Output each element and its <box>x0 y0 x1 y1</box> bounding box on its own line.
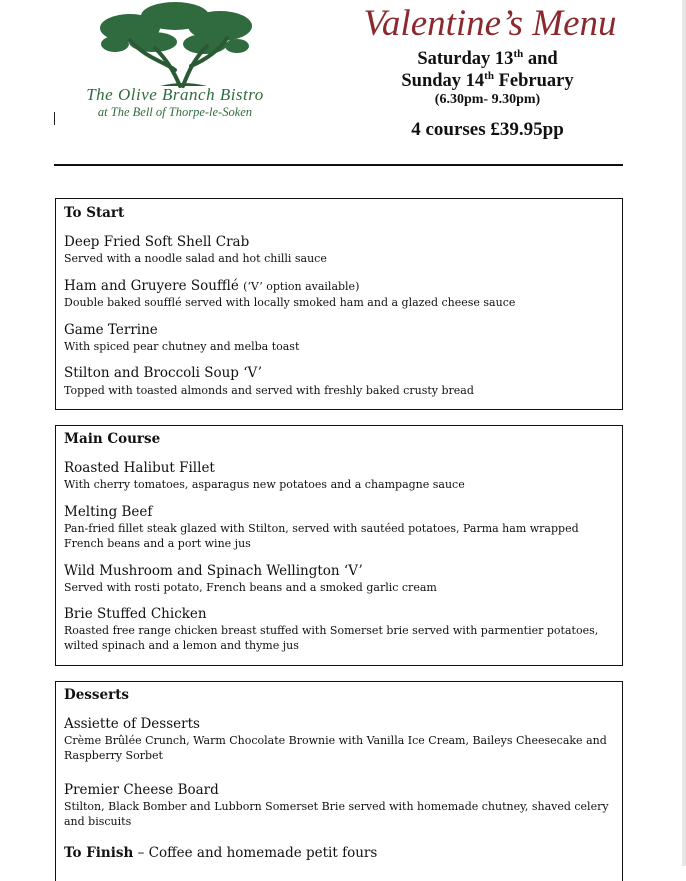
dish-description: Pan-fried fillet steak glazed with Stilton, served with sautéed potatoes, Parma ham wrapped French beans and a port wine jus <box>64 522 579 550</box>
logo-name: The Olive Branch Bistro <box>86 85 264 104</box>
dish-description: Stilton, Black Bomber and Lubborn Somerset Brie served with homemade chutney, shaved celery and biscuits <box>64 800 609 828</box>
dish-description: Double baked soufflé served with locally smoked ham and a glazed cheese sauce <box>64 296 516 309</box>
dish-name: Brie Stuffed Chicken <box>64 606 207 622</box>
dish-title: Ham and Gruyere Soufflé <box>64 278 244 294</box>
dish-description: Served with a noodle salad and hot chilli sauce <box>64 252 327 265</box>
dish-description: Roasted free range chicken breast stuffed with Somerset brie served with parmentier potatoes, wilted spinach and a lemon and thyme jus <box>64 624 599 652</box>
desserts-section <box>55 681 623 881</box>
date-line-sunday <box>380 70 595 92</box>
date-line-saturday <box>380 48 595 70</box>
finish-label: To Finish <box>64 845 134 861</box>
dish-description: With spiced pear chutney and melba toast <box>64 340 300 353</box>
text-cursor <box>54 112 55 125</box>
page-title: Valentine’s Menu <box>363 3 617 44</box>
date-text: Saturday 13 <box>417 49 514 69</box>
dish-name: Wild Mushroom and Spinach Wellington ‘V’ <box>64 563 363 579</box>
dish-description: Crème Brûlée Crunch, Warm Chocolate Brownie with Vanilla Ice Cream, Baileys Cheesecake and Raspberry Sorbet <box>64 734 607 762</box>
dish-name: Deep Fried Soft Shell Crab <box>64 234 250 250</box>
date-text: Sunday 14 <box>401 71 485 91</box>
dish-description: Topped with toasted almonds and served with freshly baked crusty bread <box>64 384 474 397</box>
dish-name: Melting Beef <box>64 504 153 520</box>
dish-name: Game Terrine <box>64 322 158 338</box>
dish-note: (‘V’ option available) <box>243 280 360 293</box>
date-suffix: th <box>484 70 494 82</box>
finish-text: – Coffee and homemade petit fours <box>133 845 378 861</box>
menu-price: 4 courses £39.95pp <box>411 119 564 140</box>
date-tail: and <box>523 49 558 69</box>
page-edge <box>682 0 686 866</box>
bistro-logo <box>55 0 295 126</box>
to-finish-line <box>64 845 377 861</box>
service-hours: (6.30pm- 9.30pm) <box>434 92 541 107</box>
section-title: Main Course <box>64 431 161 447</box>
mains-section <box>55 425 623 666</box>
dish-name: Assiette of Desserts <box>64 716 200 732</box>
date-tail: February <box>493 71 574 91</box>
olive-tree-icon <box>55 0 295 90</box>
section-title: Desserts <box>64 687 130 703</box>
section-title: To Start <box>64 205 125 221</box>
dish-description: Served with rosti potato, French beans and a smoked garlic cream <box>64 581 437 594</box>
dish-name: Premier Cheese Board <box>64 782 219 798</box>
starters-section <box>55 198 623 410</box>
logo-subtitle: at The Bell of Thorpe-le-Soken <box>97 105 253 119</box>
dish-description: With cherry tomatoes, asparagus new potatoes and a champagne sauce <box>64 478 465 491</box>
date-suffix: th <box>513 48 524 60</box>
dish-name: Stilton and Broccoli Soup ‘V’ <box>64 365 263 381</box>
dish-name <box>64 278 359 294</box>
header-divider <box>54 164 623 166</box>
dish-name: Roasted Halibut Fillet <box>64 460 215 476</box>
